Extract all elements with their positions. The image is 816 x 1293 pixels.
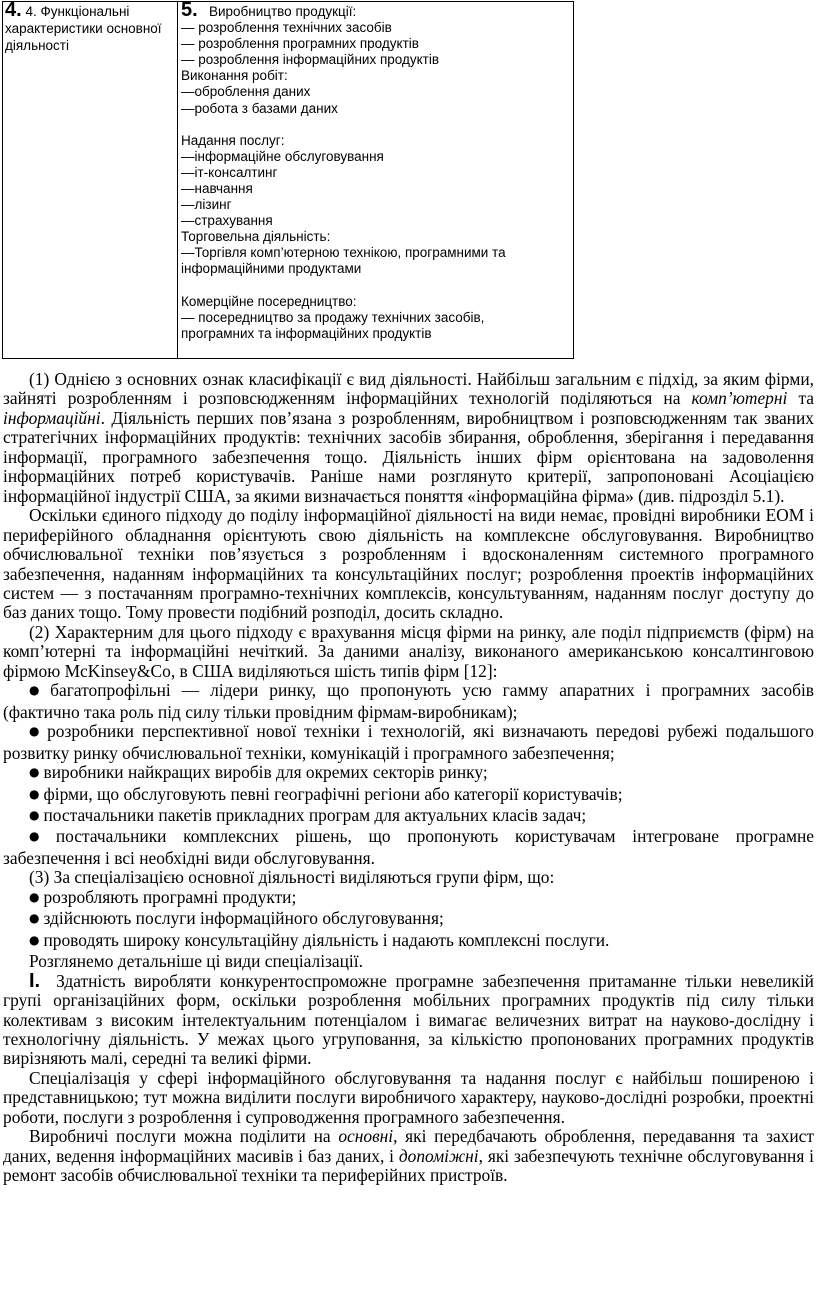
paragraph-4: (3) За спеціалізацією основної діяльності виділяються групи фірм, що: — [29, 867, 555, 888]
table-line: — розроблення інформаційних продуктів — [181, 52, 440, 68]
table-line: —інформаційне обслуговування — [181, 148, 384, 164]
table-line: Виробництво продукції: — [208, 4, 357, 19]
table-right-cell — [181, 2, 573, 342]
roman-numeral: I. — [29, 969, 41, 992]
table-line: —навчання — [181, 180, 253, 196]
table-line: Комерційне посередництво: — [181, 293, 357, 309]
table-line: інформаційними продуктами — [181, 261, 362, 277]
bullet-item: ● розробляють програмні продукти; — [29, 886, 297, 907]
paragraph-8: Виробничі послуги можна поділити на основні, які передбачають оброблення, передавання та захист даних, ведення інформаційних масивів і баз даних, і допоміжні, які забезпечують технічне обслуговування і ремонт засобів обчислювальної техніки та периферійних пристроїв. — [3, 1126, 814, 1186]
paragraph-6: I. Здатність виробляти конкурентоспроможне програмне забезпечення притаманне тільки невеликій групі організаційних форм, оскільки розроблення мобільних програмних продуктів під силу тільки колективам з високим інтелектуальним потенціалом і вимагає величезних витрат на науково-дослідну і технологічну діяльність. У межах цього угруповання, за кількістю пропонованих програмних продуктів вирізняють малі, середні та великі фірми. — [3, 969, 814, 1069]
bullet-icon: ● — [29, 932, 40, 947]
right-cell-number: 5. — [181, 0, 198, 21]
table-line: Надання послуг: — [181, 132, 285, 148]
table-line: —робота з базами даних — [181, 100, 338, 116]
bullet-icon: ● — [29, 889, 40, 904]
paragraph-7: Спеціалізація у сфері інформаційного обслуговування та надання послуг є найбільш поширеною і представницькою; тут можна виділити послуги виробничого характеру, науково-дослідні розробки, проектні роботи, послуги з розроблення і супроводження програмного забезпечення. — [3, 1067, 814, 1127]
table-left-cell — [5, 2, 175, 54]
paragraph-1: (1) Однією з основних ознак класифікації є вид діяльності. Найбільш загальним є підхід, за яким фірми, зайняті розробленням і розповсюдженням інформаційних технологій поділяються на комп’ютерні та інформаційні. Діяльність перших пов’язана з розробленням, виробництвом і розповсюдженням так званих стратегічних інформаційних продуктів: технічних засобів збирання, оброблення, зберігання і передавання інформації, програмного забезпечення тощо. Діяльність інших фірм орієнтована на задоволення інформаційних потреб користувачів. Раніше нами розглянуто критерії, запропоновані Асоціацією інформаційної індустрії США, за якими визначається поняття «інформаційна фірма» (див. підрозділ 5.1). — [3, 369, 814, 506]
body-text — [3, 370, 814, 1186]
table-line: Виконання робіт: — [181, 68, 288, 84]
table-line: —оброблення даних — [181, 84, 311, 100]
table-line: — розроблення технічних засобів — [181, 20, 392, 36]
bullet-item: ● здійснюють послуги інформаційного обслуговування; — [29, 908, 444, 929]
bullet-icon: ● — [29, 807, 40, 822]
bullet-item: ● виробники найкращих виробів для окремих секторів ринку; — [29, 762, 488, 783]
bullet-item: ● фірми, що обслуговують певні географічні регіони або категорії користувачів; — [29, 783, 623, 804]
paragraph-5: Розглянемо детальніше ці види спеціалізації. — [29, 951, 363, 972]
table-line: —іт-консалтинг — [181, 164, 278, 180]
bullet-icon: ● — [29, 786, 40, 801]
table-spacer — [181, 278, 573, 294]
table-divider — [177, 2, 178, 358]
bullet-icon: ● — [29, 829, 52, 844]
bullet-icon: ● — [29, 765, 40, 780]
table-line: — посередництво за продажу технічних засобів, — [181, 309, 485, 325]
table-line: —лізинг — [181, 197, 232, 213]
activity-table — [2, 1, 574, 359]
paragraph-3: (2) Характерним для цього підходу є врахування місця фірми на ринку, але поділ підприємств (фірм) на комп’ютерні та інформаційні нечіткий. За даними аналізу, виконаного американською консалтинговою фірмою McKinsey&Co, в США виділяються шість типів фірм [12]: — [3, 621, 814, 681]
bullet-icon: ● — [29, 911, 40, 926]
bullet-item: ● проводять широку консультаційну діяльність і надають комплексні послуги. — [29, 929, 610, 950]
bullet-item: ● постачальники комплексних рішень, що пропонують користувачам інтегроване програмне забезпечення і всі необхідні види обслуговування. — [3, 826, 814, 868]
table-line: —страхування — [181, 213, 273, 229]
bullet-item: ● багатопрофільні — лідери ринку, що пропонують усю гамму апаратних і програмних засобів (фактично така роль під силу тільки провідним фірмам-виробникам); — [3, 680, 814, 722]
bullet-icon: ● — [29, 683, 47, 698]
table-line: —Торгівля комп’ютерною технікою, програмними та — [181, 245, 506, 261]
table-spacer — [181, 117, 573, 133]
paragraph-2: Оскільки єдиного підходу до поділу інформаційної діяльності на види немає, провідні виробники ЕОМ і периферійного обладнання орієнтують свою діяльність на комплексне обслуговування. Виробництво обчислювальної техніки пов’язується з розробленням і вдосконаленням системного програмного забезпечення, наданням інформаційних та консультаційних послуг; розроблення проектів інформаційних систем — з постачанням програмно-технічних комплексів, консультуванням, наданням послуг доступу до баз даних тощо. Тому провести подібний розподіл, досить складно. — [3, 505, 814, 623]
bullet-item: ● постачальники пакетів прикладних програм для актуальних класів задач; — [29, 804, 587, 825]
table-line: програмних та інформаційних продуктів — [181, 325, 432, 341]
bullet-icon: ● — [29, 724, 44, 739]
bullet-item: ● розробники перспективної нової техніки і технологій, які визначають передові рубежі подальшого розвитку ринку обчислювальної техніки, комунікацій і програмного забезпечення; — [3, 721, 814, 763]
table-line: Торговельна діяльність: — [181, 229, 331, 245]
left-cell-number: 4. — [5, 0, 22, 21]
left-cell-text: 4. Функціональні характеристики основної діяльності — [5, 4, 162, 53]
table-line: — розроблення програмних продуктів — [181, 36, 419, 52]
